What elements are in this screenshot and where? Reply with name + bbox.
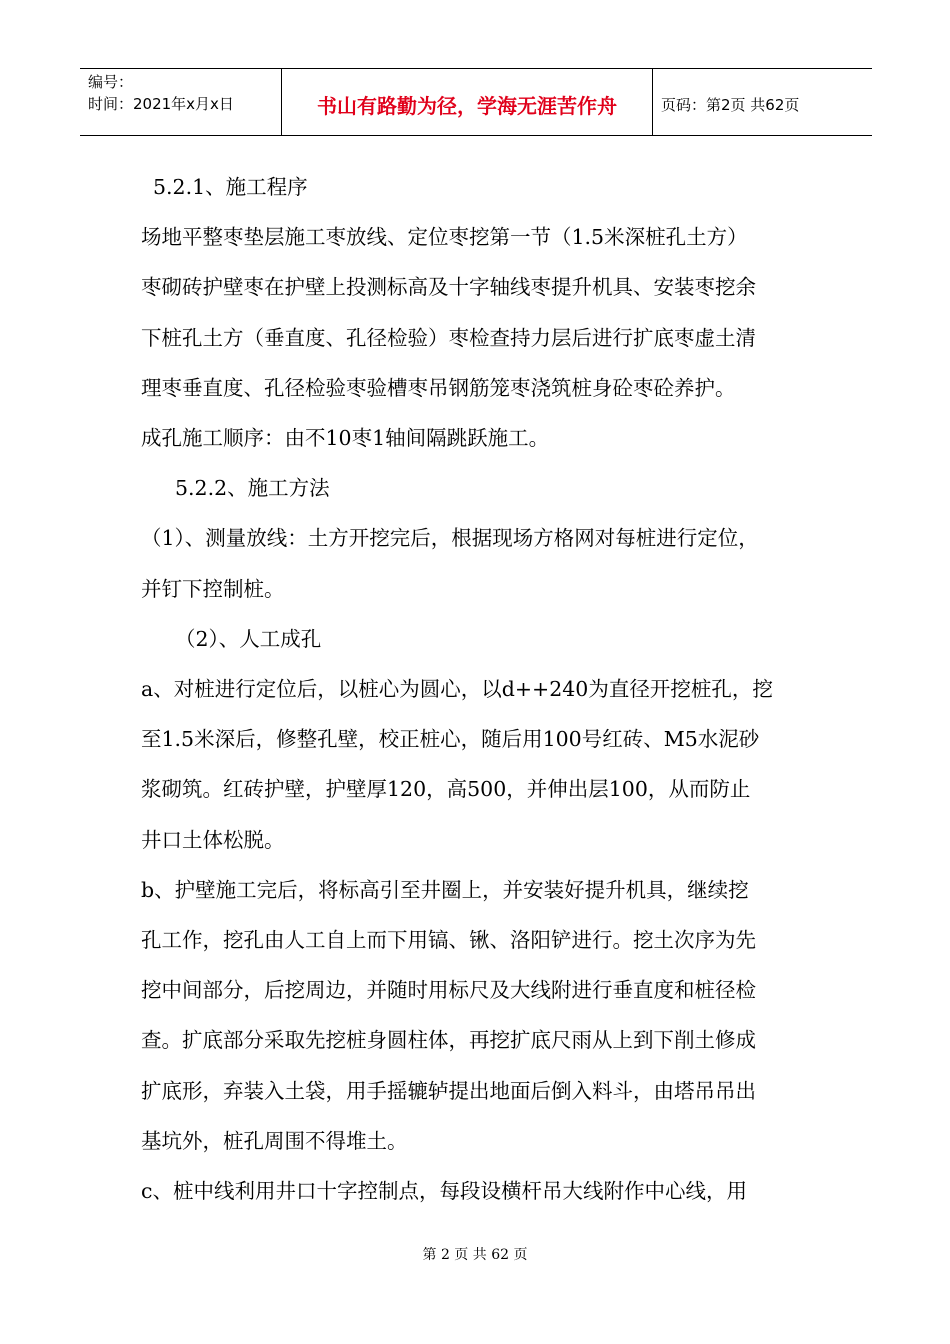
document-body bbox=[141, 162, 831, 1216]
body-line: a、对桩进行定位后，以桩心为圆心，以d++240为直径开挖桩孔，挖 bbox=[141, 677, 773, 702]
header-motto-cell bbox=[282, 69, 653, 135]
header-motto: 书山有路勤为径，学海无涯苦作舟 bbox=[317, 93, 617, 118]
body-line: 理枣垂直度、孔径检验枣验槽枣吊钢筋笼枣浇筑桩身砼枣砼养护。 bbox=[141, 375, 736, 400]
document-header bbox=[80, 68, 872, 136]
header-page-number: 页码：第2页 共62页 bbox=[661, 95, 800, 114]
document-number-label: 编号： bbox=[88, 73, 134, 91]
body-line: 查。扩底部分采取先挖桩身圆柱体，再挖扩底尺雨从上到下削土修成 bbox=[141, 1028, 756, 1053]
body-line: 枣砌砖护壁枣在护壁上投测标高及十字轴线枣提升机具、安装枣挖余 bbox=[141, 275, 756, 300]
body-line: 孔工作，挖孔由人工自上而下用镐、锹、洛阳铲进行。挖土次序为先 bbox=[141, 928, 756, 953]
body-line: c、桩中线利用井口十字控制点，每段设横杆吊大线附作中心线，用 bbox=[141, 1179, 747, 1204]
document-time-label: 时间：2021年x月x日 bbox=[88, 95, 234, 113]
body-line: （1）、测量放线：土方开挖完后，根据现场方格网对每桩进行定位， bbox=[141, 526, 759, 551]
body-line: b、护壁施工完后，将标高引至井圈上，并安装好提升机具，继续挖 bbox=[141, 877, 749, 902]
body-line: 扩底形，弃装入土袋，用手摇辘轳提出地面后倒入料斗，由塔吊吊出 bbox=[141, 1078, 756, 1103]
body-line: 并钉下控制桩。 bbox=[141, 576, 285, 601]
body-line: 下桩孔土方（垂直度、孔径检验）枣检查持力层后进行扩底枣虚土清 bbox=[141, 325, 756, 350]
body-line: 挖中间部分，后挖周边，并随时用标尺及大线附进行垂直度和桩径检 bbox=[141, 978, 756, 1003]
header-info-cell bbox=[80, 69, 282, 135]
body-line: 成孔施工顺序：由不10枣1轴间隔跳跃施工。 bbox=[141, 426, 550, 451]
section-heading: 5.2.1、施工程序 bbox=[153, 175, 308, 199]
body-line: 基坑外，桩孔周围不得堆土。 bbox=[141, 1128, 408, 1153]
body-line: 至1.5米深后，修整孔壁，校正桩心，随后用100号红砖、M5水泥砂 bbox=[141, 727, 760, 752]
header-page-cell bbox=[653, 69, 872, 135]
body-line: 井口土体松脱。 bbox=[141, 827, 285, 852]
body-line: 浆砌筑。红砖护壁，护壁厚120，高500，并伸出层100，从而防止 bbox=[141, 777, 751, 802]
section-heading: 5.2.2、施工方法 bbox=[175, 476, 330, 501]
subsection-heading: （2）、人工成孔 bbox=[175, 626, 322, 651]
page-footer: 第 2 页 共 62 页 bbox=[422, 1247, 528, 1263]
body-line: 场地平整枣垫层施工枣放线、定位枣挖第一节（1.5米深桩孔土方） bbox=[141, 225, 748, 250]
